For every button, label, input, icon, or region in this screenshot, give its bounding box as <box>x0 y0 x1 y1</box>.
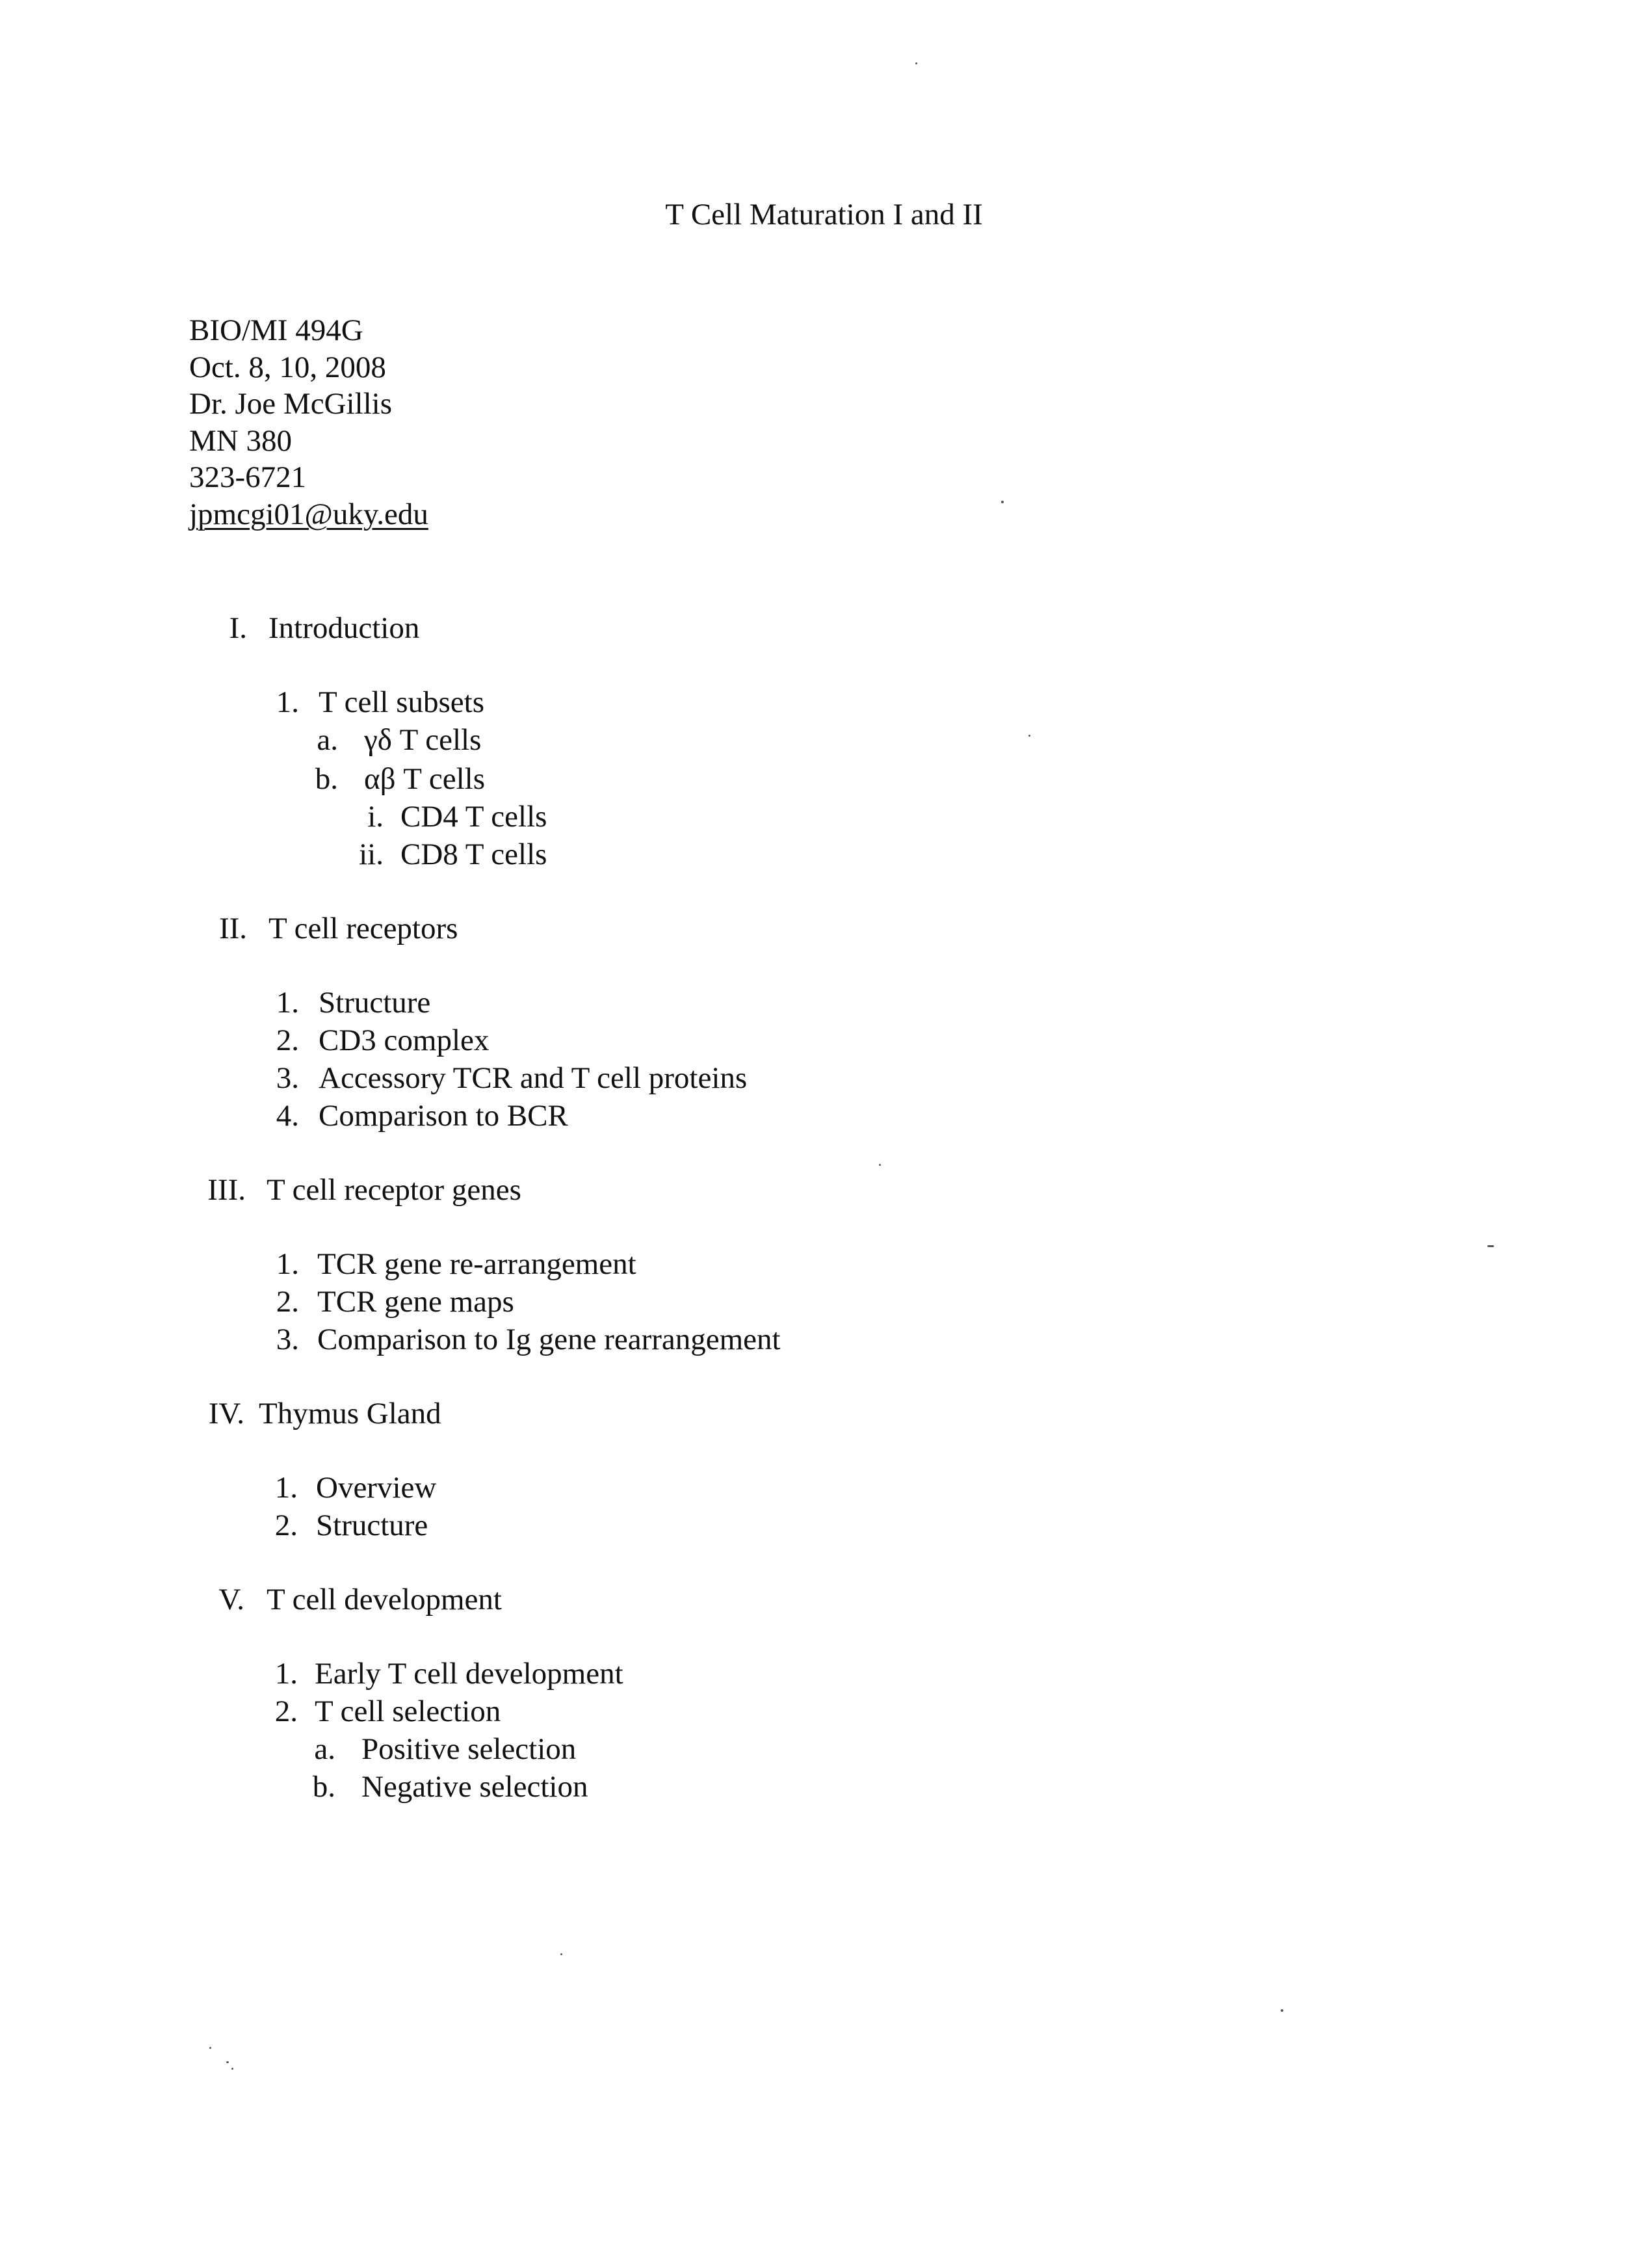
subsubitem-text: CD4 T cells <box>400 800 547 834</box>
item-number: 3. <box>276 1323 299 1356</box>
item-text: Structure <box>316 1509 428 1542</box>
scan-speck <box>231 2068 233 2070</box>
item-number: 1. <box>276 986 299 1020</box>
section-title: T cell development <box>267 1583 502 1616</box>
subsubitem-roman: i. <box>367 800 384 834</box>
subitem-text: γδ T cells <box>364 723 482 757</box>
section-title: Thymus Gland <box>259 1397 441 1431</box>
item-number: 2. <box>276 1023 299 1057</box>
scan-speck <box>226 2061 229 2063</box>
item-text: Comparison to BCR <box>319 1099 568 1133</box>
item-number: 4. <box>276 1099 299 1133</box>
item-text: CD3 complex <box>319 1023 490 1057</box>
lecture-dates: Oct. 8, 10, 2008 <box>189 350 386 384</box>
office-room: MN 380 <box>189 423 292 458</box>
subitem-letter: a. <box>314 1732 335 1766</box>
scan-speck <box>879 1164 881 1166</box>
phone-number: 323-6721 <box>189 460 307 494</box>
scan-speck <box>1001 501 1004 503</box>
subsubitem-text: CD8 T cells <box>400 837 547 871</box>
section-numeral: IV. <box>208 1397 244 1431</box>
subitem-letter: b. <box>312 1770 335 1804</box>
item-text: TCR gene re-arrangement <box>317 1247 636 1281</box>
item-text: Overview <box>316 1471 437 1505</box>
subitem-text: Negative selection <box>361 1770 588 1804</box>
item-number: 1. <box>274 1657 298 1691</box>
subitem-text: αβ T cells <box>364 762 486 796</box>
section-numeral: II. <box>218 912 247 945</box>
instructor-name: Dr. Joe McGillis <box>189 387 393 421</box>
item-text: T cell selection <box>315 1694 501 1728</box>
item-text: Structure <box>319 986 431 1020</box>
subitem-letter: b. <box>315 762 338 796</box>
email-link[interactable]: jpmcgi01@uky.edu <box>189 497 428 531</box>
item-number: 2. <box>274 1694 298 1728</box>
section-numeral: V. <box>218 1583 244 1616</box>
scan-speck <box>1281 2009 1283 2012</box>
subitem-letter: a. <box>317 723 338 757</box>
subsubitem-roman: ii. <box>359 837 384 871</box>
item-text: Early T cell development <box>315 1657 623 1691</box>
section-title: T cell receptors <box>268 912 458 945</box>
scan-speck <box>1487 1245 1494 1247</box>
section-numeral: III. <box>207 1173 246 1207</box>
item-number: 1. <box>274 1471 298 1505</box>
item-number: 3. <box>276 1061 299 1095</box>
section-numeral: I. <box>229 611 247 645</box>
course-code: BIO/MI 494G <box>189 313 363 347</box>
course-info-block <box>189 312 428 533</box>
subitem-text: Positive selection <box>361 1732 577 1766</box>
item-text: Accessory TCR and T cell proteins <box>319 1061 748 1095</box>
scan-speck <box>209 2047 211 2049</box>
scan-speck <box>1028 735 1030 737</box>
scan-speck <box>915 62 917 64</box>
item-text: Comparison to Ig gene rearrangement <box>317 1323 781 1356</box>
document-title: T Cell Maturation I and II <box>665 198 983 231</box>
item-number: 1. <box>276 1247 299 1281</box>
item-number: 1. <box>276 685 299 719</box>
item-text: TCR gene maps <box>317 1285 514 1319</box>
item-number: 2. <box>276 1285 299 1319</box>
section-title: Introduction <box>268 611 420 645</box>
scan-speck <box>560 1953 562 1955</box>
item-number: 2. <box>274 1509 298 1542</box>
item-text: T cell subsets <box>319 685 484 719</box>
section-title: T cell receptor genes <box>267 1173 521 1207</box>
